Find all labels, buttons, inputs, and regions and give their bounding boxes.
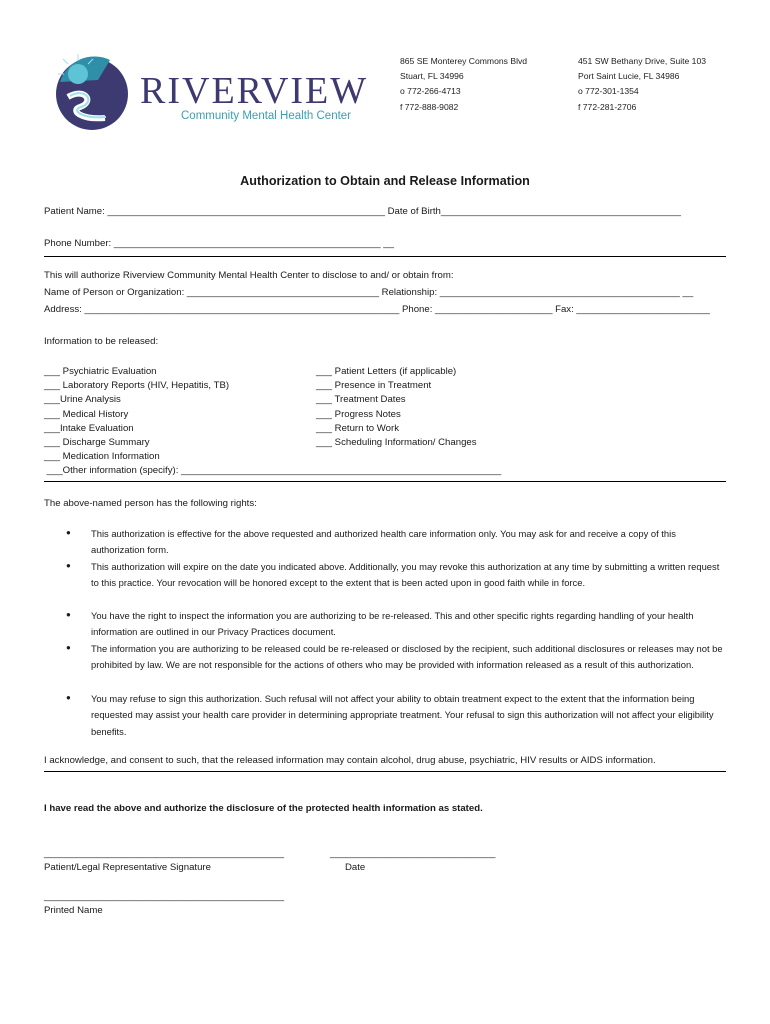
printed-name-line[interactable]: _____________________________________________ — [44, 891, 285, 902]
logo-wordmark: RIVERVIEW — [140, 70, 369, 112]
right-item: This authorization is effective for the above requested and authorized health care information only. You may ask for and receive a copy of this authorization form. — [91, 528, 676, 556]
signature-line[interactable]: _____________________________________________ — [44, 848, 285, 859]
river-emblem-icon — [50, 52, 140, 132]
office-phone: o 772-301-1354 — [578, 86, 639, 97]
office-city-line: Stuart, FL 34996 — [400, 71, 464, 82]
office-phone: o 772-266-4713 — [400, 86, 461, 97]
right-item: You may refuse to sign this authorization. Such refusal will not affect your ability to obtain treatment expect to the extent that the information being requested may assist your health care provider in determining appropriate treatment. Your refusal to sign this authorization will not affect your eligibility benefits. — [91, 693, 714, 737]
right-item: The information you are authorizing to be released could be re-released or disclosed by the recipient, such additional disclosures or releases may not be prohibited by law. We are not responsible for the actions of others who may be provided with information released as a result of this authorization. — [91, 643, 723, 671]
form-title: Authorization to Obtain and Release Information — [240, 174, 530, 188]
info-item[interactable]: ___ Medication Information — [44, 451, 160, 463]
divider — [44, 256, 726, 257]
bullet-icon: ● — [66, 693, 71, 702]
info-item[interactable]: ___ Treatment Dates — [316, 394, 406, 406]
office-fax: f 772-888-9082 — [400, 101, 459, 112]
bullet-icon: ● — [66, 610, 71, 619]
consent-statement: I have read the above and authorize the disclosure of the protected health information as stated. — [44, 803, 483, 814]
right-item: You have the right to inspect the information you are authorizing to be re-released. This and other specific rights regarding handling of your health information are outlined in our Privacy Practices document. — [91, 610, 694, 638]
info-heading: Information to be released: — [44, 336, 159, 347]
info-item[interactable]: ___ Return to Work — [316, 422, 400, 434]
office-address-line: 451 SW Bethany Drive, Suite 103 — [578, 56, 707, 66]
info-list-right — [316, 365, 477, 450]
office-address-line: 865 SE Monterey Commons Blvd — [400, 56, 528, 66]
bullet-icon: ● — [66, 528, 71, 537]
office-port-saint-lucie — [578, 54, 706, 115]
info-item[interactable]: ___Urine Analysis — [44, 394, 121, 406]
right-item: This authorization will expire on the date you indicated above. Additionally, you may revoke this authorization at any time by submitting a written request to this practice. Your revocation will be honored except to the extent that is been acted upon in good faith while in force. — [91, 561, 720, 589]
address-phone-fax-field[interactable]: Address: ___________________________________________________________ Phone: ______________________ Fax: _________________________ — [44, 304, 710, 315]
info-item[interactable]: ___ Discharge Summary — [44, 437, 150, 449]
info-item-other[interactable]: ___Other information (specify): ____________________________________________________________ — [44, 465, 502, 477]
signature-label: Patient/Legal Representative Signature — [44, 862, 211, 873]
authorize-statement: This will authorize Riverview Community Mental Health Center to disclose to and/ or obtain from: — [44, 270, 454, 281]
info-item[interactable]: ___ Psychiatric Evaluation — [44, 366, 157, 377]
patient-name-dob-field[interactable]: Patient Name: ____________________________________________________ Date of Birth_____________________________________________ — [44, 206, 681, 217]
phone-number-field[interactable]: Phone Number: __________________________________________________ __ — [44, 238, 394, 249]
info-item[interactable]: ___ Laboratory Reports (HIV, Hepatitis, TB) — [44, 380, 230, 392]
bullet-icon: ● — [66, 643, 71, 652]
date-label: Date — [345, 862, 366, 873]
date-line[interactable]: _______________________________ — [330, 848, 496, 859]
office-city-line: Port Saint Lucie, FL 34986 — [578, 71, 680, 82]
logo-subtitle: Community Mental Health Center — [181, 110, 352, 122]
info-item[interactable]: ___ Progress Notes — [316, 408, 401, 420]
rights-heading: The above-named person has the following rights: — [44, 498, 257, 509]
divider — [44, 771, 726, 772]
printed-name-label: Printed Name — [44, 905, 103, 916]
info-item[interactable]: ___ Medical History — [44, 408, 129, 420]
person-relationship-field[interactable]: Name of Person or Organization: ____________________________________ Relationship: _____________________________________________ __ — [44, 287, 694, 298]
acknowledge-statement: I acknowledge, and consent to such, that the released information may contain alcohol, drug abuse, psychiatric, HIV results or AIDS information. — [44, 755, 656, 766]
info-item[interactable]: ___Intake Evaluation — [44, 422, 134, 434]
info-item[interactable]: ___ Presence in Treatment — [316, 380, 432, 392]
office-fax: f 772-281-2706 — [578, 101, 637, 112]
info-item[interactable]: ___ Scheduling Information/ Changes — [316, 437, 477, 449]
office-stuart — [400, 54, 527, 115]
bullet-icon: ● — [66, 561, 71, 570]
info-item[interactable]: ___ Patient Letters (if applicable) — [316, 366, 457, 377]
divider — [44, 481, 726, 482]
